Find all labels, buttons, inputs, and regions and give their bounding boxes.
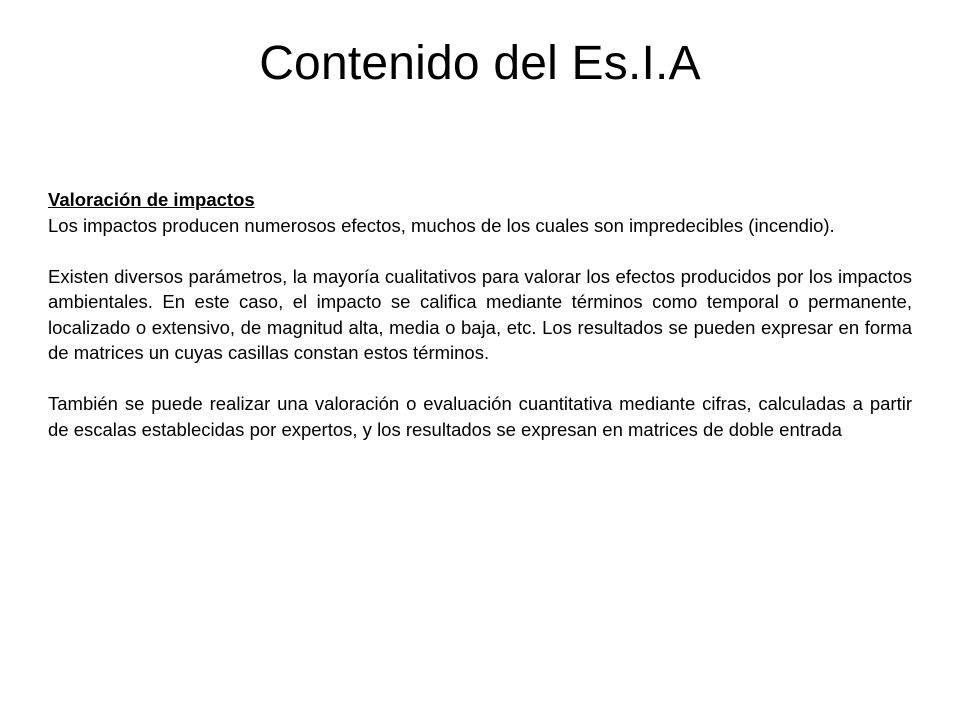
slide-body (48, 187, 912, 442)
paragraph-quantitative-valuation: También se puede realizar una valoración o evaluación cuantitativa mediante cifras, calculadas a partir de escalas establecidas por expertos, y los resultados se expresan en matrices de doble entrada (48, 393, 912, 440)
paragraph-qualitative-parameters: Existen diversos parámetros, la mayoría cualitativos para valorar los efectos producidos por los impactos ambientales. En este caso, el impacto se califica mediante términos como temporal o permanente, localizado o extensivo, de magnitud alta, media o baja, etc. Los resultados se pueden expresar en forma de matrices un cuyas casillas constan estos términos. (48, 265, 912, 363)
slide-title: Contenido del Es.I.A (259, 37, 701, 90)
paragraph-impacts-effects: Los impactos producen numerosos efectos, muchos de los cuales son impredecibles (incendio). (48, 214, 835, 236)
section-heading: Valoración de impactos (48, 189, 255, 210)
